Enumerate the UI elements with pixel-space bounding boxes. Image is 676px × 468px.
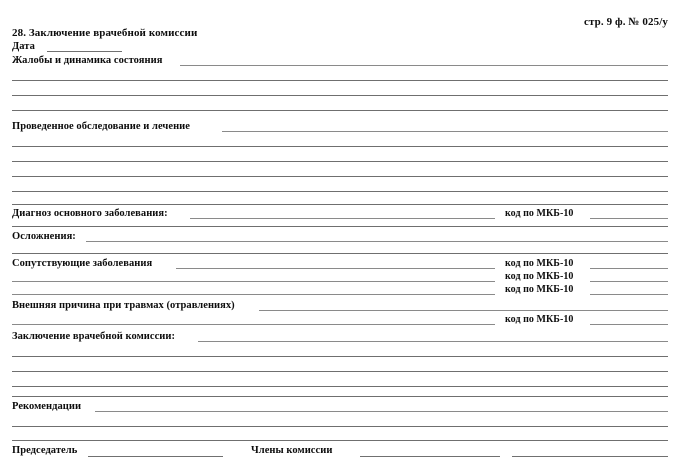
member-signature-input-1[interactable]	[360, 456, 500, 457]
icd-label-2: код по МКБ-10	[505, 258, 574, 269]
icd-input-2[interactable]	[590, 268, 668, 269]
examination-line-3[interactable]	[12, 161, 668, 162]
complaints-input[interactable]	[180, 65, 668, 66]
conclusion-label: Заключение врачебной комиссии:	[12, 331, 176, 342]
examination-input[interactable]	[222, 131, 668, 132]
examination-label: Проведенное обследование и лечение	[12, 121, 190, 132]
section-divider-signatures	[12, 440, 668, 441]
main-diagnosis-label: Диагноз основного заболевания:	[12, 208, 168, 219]
date-label: Дата	[12, 41, 35, 52]
conclusion-input[interactable]	[198, 341, 668, 342]
examination-line-2[interactable]	[12, 146, 668, 147]
main-diagnosis-input[interactable]	[190, 218, 495, 219]
recommendations-line-2[interactable]	[12, 426, 668, 427]
concomitant-input-1[interactable]	[176, 268, 495, 269]
icd-label-5: код по МКБ-10	[505, 314, 574, 325]
complications-label: Осложнения:	[12, 231, 76, 242]
conclusion-line-4[interactable]	[12, 386, 668, 387]
complaints-line-2[interactable]	[12, 80, 668, 81]
complaints-line-4[interactable]	[12, 110, 668, 111]
examination-line-5[interactable]	[12, 191, 668, 192]
concomitant-input-2[interactable]	[12, 281, 495, 282]
icd-input-4[interactable]	[590, 294, 668, 295]
section-divider-complications	[12, 226, 668, 227]
concomitant-label: Сопутствующие заболевания	[12, 258, 153, 269]
examination-line-4[interactable]	[12, 176, 668, 177]
form-code: стр. 9 ф. № 025/у	[584, 16, 668, 28]
conclusion-line-3[interactable]	[12, 371, 668, 372]
icd-label-1: код по МКБ-10	[505, 208, 574, 219]
recommendations-label: Рекомендации	[12, 401, 82, 412]
member-signature-input-2[interactable]	[512, 456, 668, 457]
chairman-label: Председатель	[12, 445, 78, 456]
external-cause-input-1[interactable]	[259, 310, 668, 311]
concomitant-input-3[interactable]	[12, 294, 495, 295]
icd-label-4: код по МКБ-10	[505, 284, 574, 295]
complaints-line-3[interactable]	[12, 95, 668, 96]
conclusion-line-2[interactable]	[12, 356, 668, 357]
icd-input-3[interactable]	[590, 281, 668, 282]
icd-input-1[interactable]	[590, 218, 668, 219]
icd-input-5[interactable]	[590, 324, 668, 325]
section-divider-recommendations	[12, 396, 668, 397]
external-cause-label: Внешняя причина при травмах (отравлениях)	[12, 300, 235, 311]
date-input[interactable]	[47, 51, 122, 52]
recommendations-input[interactable]	[95, 411, 668, 412]
members-label: Члены комиссии	[251, 445, 333, 456]
complaints-label: Жалобы и динамика состояния	[12, 55, 163, 66]
section-divider-concomitant	[12, 253, 668, 254]
icd-label-3: код по МКБ-10	[505, 271, 574, 282]
page-title: 28. Заключение врачебной комиссии	[12, 27, 198, 39]
section-divider-diagnosis	[12, 204, 668, 205]
chairman-signature-input[interactable]	[88, 456, 223, 457]
external-cause-input-2[interactable]	[12, 324, 495, 325]
complications-input[interactable]	[86, 241, 668, 242]
